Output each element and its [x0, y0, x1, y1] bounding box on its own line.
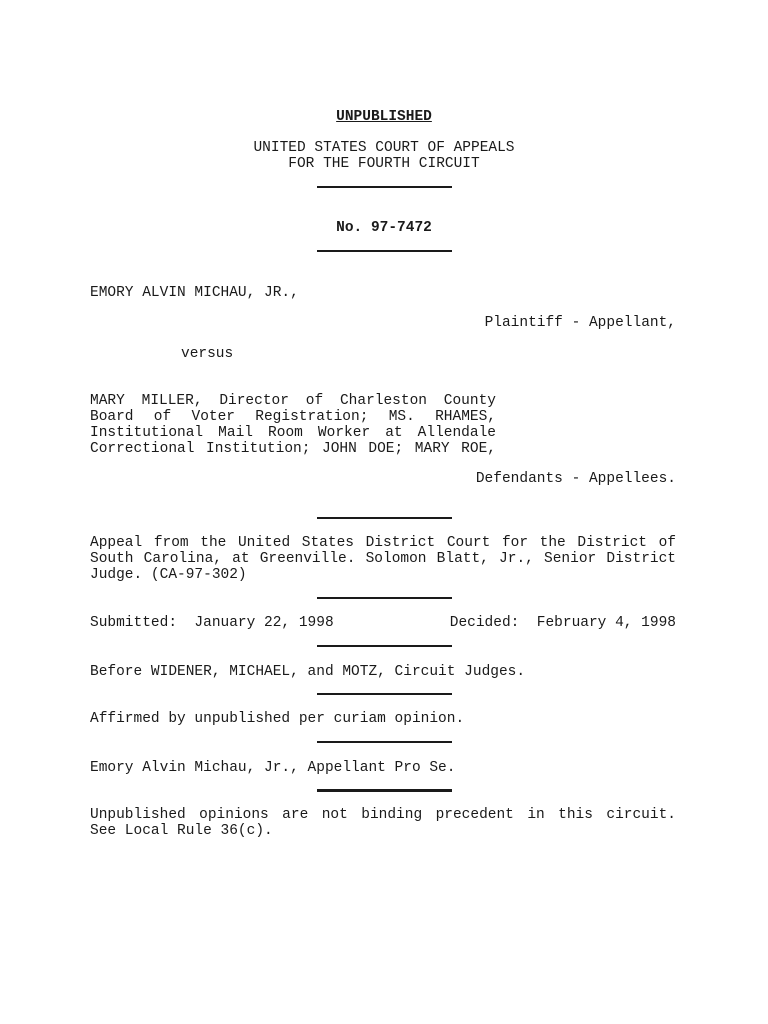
counsel: Emory Alvin Michau, Jr., Appellant Pro Se. [90, 760, 456, 776]
defendants-line: Institutional Mail Room Worker at Allendale [90, 425, 496, 441]
submitted-date: Submitted: January 22, 1998 [90, 615, 334, 631]
appeal-paragraph [90, 535, 676, 583]
divider [317, 250, 452, 252]
notice-line: Unpublished opinions are not binding precedent in this circuit. [90, 807, 676, 823]
court-name-line1: UNITED STATES COURT OF APPEALS [253, 140, 515, 156]
appeal-line: Judge. (CA-97-302) [90, 567, 247, 583]
divider [317, 186, 452, 188]
divider [317, 789, 452, 792]
appeal-line: South Carolina, at Greenville. Solomon Blatt, Jr., Senior District [90, 551, 676, 567]
divider [317, 741, 452, 743]
defendants-line: MARY MILLER, Director of Charleston County [90, 393, 496, 409]
defendants-role: Defendants - Appellees. [475, 471, 676, 487]
appeal-line: Appeal from the United States District Court for the District of [90, 535, 676, 551]
case-number: No. 97-7472 [336, 220, 432, 236]
versus-label: versus [181, 346, 234, 362]
notice-line: See Local Rule 36(c). [90, 823, 273, 839]
unpublished-heading: UNPUBLISHED [336, 109, 432, 125]
plaintiff-name: EMORY ALVIN MICHAU, JR., [90, 285, 299, 301]
disposition: Affirmed by unpublished per curiam opinion. [90, 711, 465, 727]
divider [317, 517, 452, 519]
panel-judges: Before WIDENER, MICHAEL, and MOTZ, Circuit Judges. [90, 664, 526, 680]
plaintiff-role: Plaintiff - Appellant, [484, 315, 676, 331]
defendants-line: Correctional Institution; JOHN DOE; MARY ROE, [90, 441, 496, 457]
dates-row [90, 615, 676, 631]
decided-date: Decided: February 4, 1998 [449, 615, 676, 631]
court-name-line2: FOR THE FOURTH CIRCUIT [288, 156, 480, 172]
divider [317, 597, 452, 599]
notice-paragraph [90, 807, 676, 839]
divider [317, 645, 452, 647]
divider [317, 693, 452, 695]
defendants-line: Board of Voter Registration; MS. RHAMES, [90, 409, 496, 425]
defendants-block [90, 393, 496, 457]
